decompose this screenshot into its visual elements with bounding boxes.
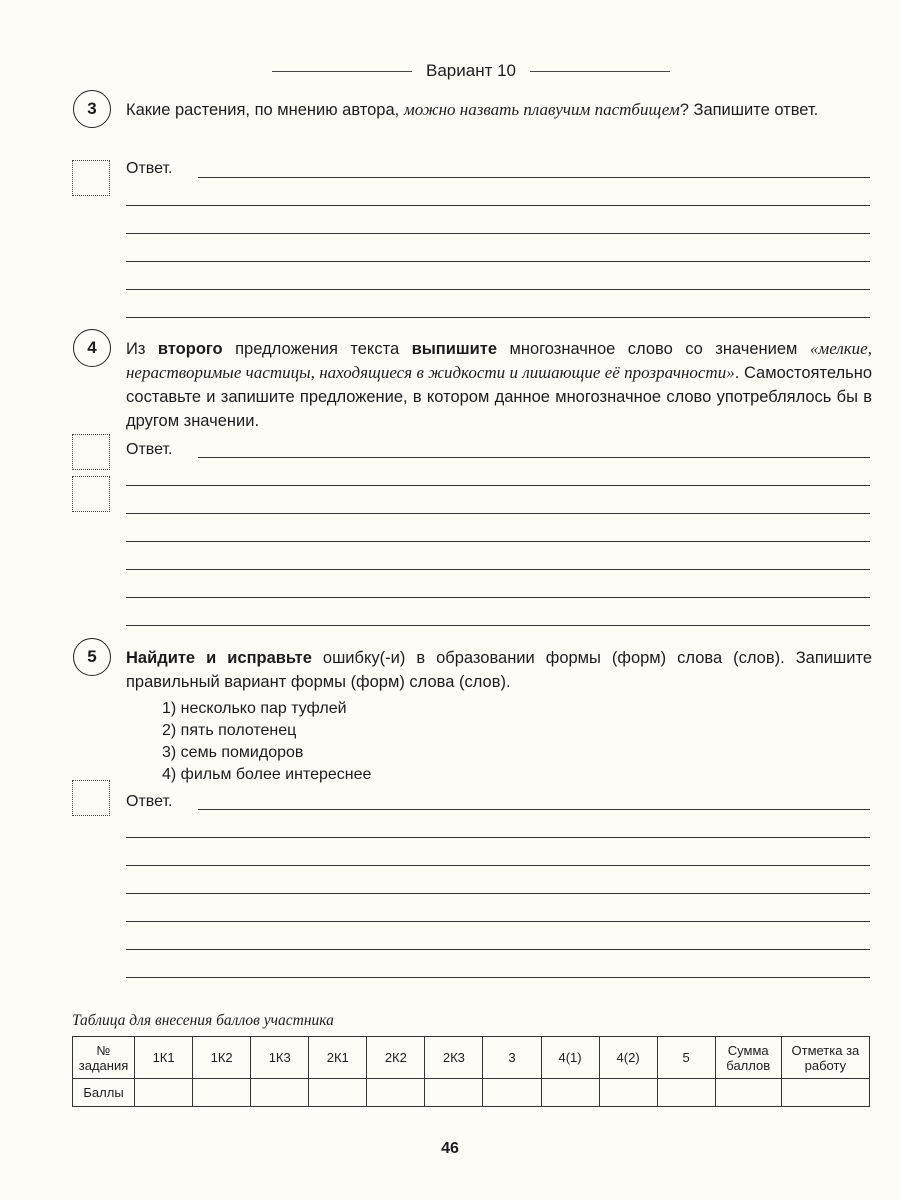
task-5-answer-label: Ответ. <box>126 793 173 810</box>
task-4-answer-line[interactable] <box>126 625 870 626</box>
variant-title: Вариант 10 <box>426 61 517 80</box>
task-4-answer-line[interactable] <box>126 485 870 486</box>
question-text-fragment: ошибку(-и) в образовании формы (форм) слова (слов). Запишите правильный вариант формы (форм) слова (слов). <box>126 649 872 691</box>
task-3-score-box[interactable] <box>72 160 110 196</box>
task-5-question <box>126 646 872 694</box>
score-table-column-header: 1К2 <box>193 1037 251 1079</box>
task-4-answer-line[interactable] <box>198 457 870 458</box>
task-4-answer-line[interactable] <box>126 513 870 514</box>
question-text-fragment: «мелкие, нерастворимые частицы, находящиеся в жидкости и лишающие её прозрачности» <box>126 339 872 382</box>
page-header <box>272 58 670 84</box>
task-3-number: 3 <box>73 90 111 128</box>
score-cell[interactable] <box>193 1079 251 1107</box>
task-5-option: 4) фильм более интереснее <box>162 766 372 783</box>
question-text-fragment: Из <box>126 340 158 358</box>
task-3-answer-label: Ответ. <box>126 160 173 177</box>
score-cell[interactable] <box>483 1079 541 1107</box>
task-3-question <box>126 98 872 122</box>
question-text-fragment: можно назвать плавучим пастбищем <box>403 100 680 119</box>
task-5-answer-line[interactable] <box>126 949 870 950</box>
task-5-option: 3) семь помидоров <box>162 744 304 761</box>
task-5-answer-line[interactable] <box>126 977 870 978</box>
task-5-options <box>162 698 371 786</box>
question-text-fragment: предложения текста <box>222 340 412 358</box>
header-rule-left <box>272 71 412 72</box>
task-3-answer-line[interactable] <box>126 289 870 290</box>
task-4-answer-line[interactable] <box>126 597 870 598</box>
task-3-answer-line[interactable] <box>126 233 870 234</box>
question-text-fragment: ? Запишите ответ. <box>679 101 819 119</box>
score-table-column-header: Сумма баллов <box>715 1037 781 1079</box>
score-table-column-header: 1К3 <box>251 1037 309 1079</box>
score-cell[interactable] <box>425 1079 483 1107</box>
score-cell[interactable] <box>541 1079 599 1107</box>
task-5-answer-line[interactable] <box>126 893 870 894</box>
header-rule-right <box>530 71 670 72</box>
task-5-answer-line[interactable] <box>126 921 870 922</box>
score-table-row-label: № задания <box>73 1037 135 1079</box>
task-4-answer-line[interactable] <box>126 541 870 542</box>
score-cell[interactable] <box>135 1079 193 1107</box>
score-table-column-header: 2К3 <box>425 1037 483 1079</box>
task-5-option: 1) несколько пар туфлей <box>162 700 347 717</box>
score-table-column-header: 5 <box>657 1037 715 1079</box>
question-text-fragment: многозначное слово со значением <box>497 340 810 358</box>
score-table-column-header: 4(2) <box>599 1037 657 1079</box>
score-table-caption: Таблица для внесения баллов участника <box>72 1012 334 1029</box>
task-3-answer-line[interactable] <box>126 205 870 206</box>
question-text-fragment: выпишите <box>411 340 498 358</box>
task-4-question <box>126 337 872 433</box>
score-cell[interactable] <box>309 1079 367 1107</box>
score-table-score-label: Баллы <box>73 1079 135 1107</box>
task-3-answer-line[interactable] <box>126 261 870 262</box>
task-4-score-box-1[interactable] <box>72 434 110 470</box>
task-5-option: 2) пять полотенец <box>162 722 297 739</box>
score-table <box>72 1036 870 1107</box>
task-4-score-box-2[interactable] <box>72 476 110 512</box>
score-cell[interactable] <box>657 1079 715 1107</box>
question-text-fragment: Найдите и исправьте <box>126 649 312 667</box>
score-cell[interactable] <box>599 1079 657 1107</box>
score-table-column-header: 2К1 <box>309 1037 367 1079</box>
question-text-fragment: второго <box>157 340 223 358</box>
task-4-number: 4 <box>73 329 111 367</box>
score-table-column-header: 3 <box>483 1037 541 1079</box>
task-4-answer-line[interactable] <box>126 569 870 570</box>
task-4-answer-label: Ответ. <box>126 441 173 458</box>
task-5-score-box[interactable] <box>72 780 110 816</box>
task-5-number: 5 <box>73 638 111 676</box>
task-5-answer-line[interactable] <box>198 809 870 810</box>
page-number: 46 <box>441 1140 459 1157</box>
score-cell[interactable] <box>367 1079 425 1107</box>
task-3-answer-line[interactable] <box>126 317 870 318</box>
task-3-answer-line[interactable] <box>198 177 870 178</box>
score-table-column-header: Отметка за работу <box>781 1037 869 1079</box>
score-cell[interactable] <box>251 1079 309 1107</box>
task-5-answer-line[interactable] <box>126 865 870 866</box>
score-cell[interactable] <box>715 1079 781 1107</box>
score-table-column-header: 1К1 <box>135 1037 193 1079</box>
question-text-fragment: . Самостоятельно составьте и запишите предложение, в котором данное многозначное слово употреблялось бы в другом значении. <box>126 364 872 430</box>
score-table-column-header: 4(1) <box>541 1037 599 1079</box>
question-text-fragment: Какие растения, по мнению автора, <box>126 101 404 119</box>
score-table-column-header: 2К2 <box>367 1037 425 1079</box>
score-cell[interactable] <box>781 1079 869 1107</box>
task-5-answer-line[interactable] <box>126 837 870 838</box>
